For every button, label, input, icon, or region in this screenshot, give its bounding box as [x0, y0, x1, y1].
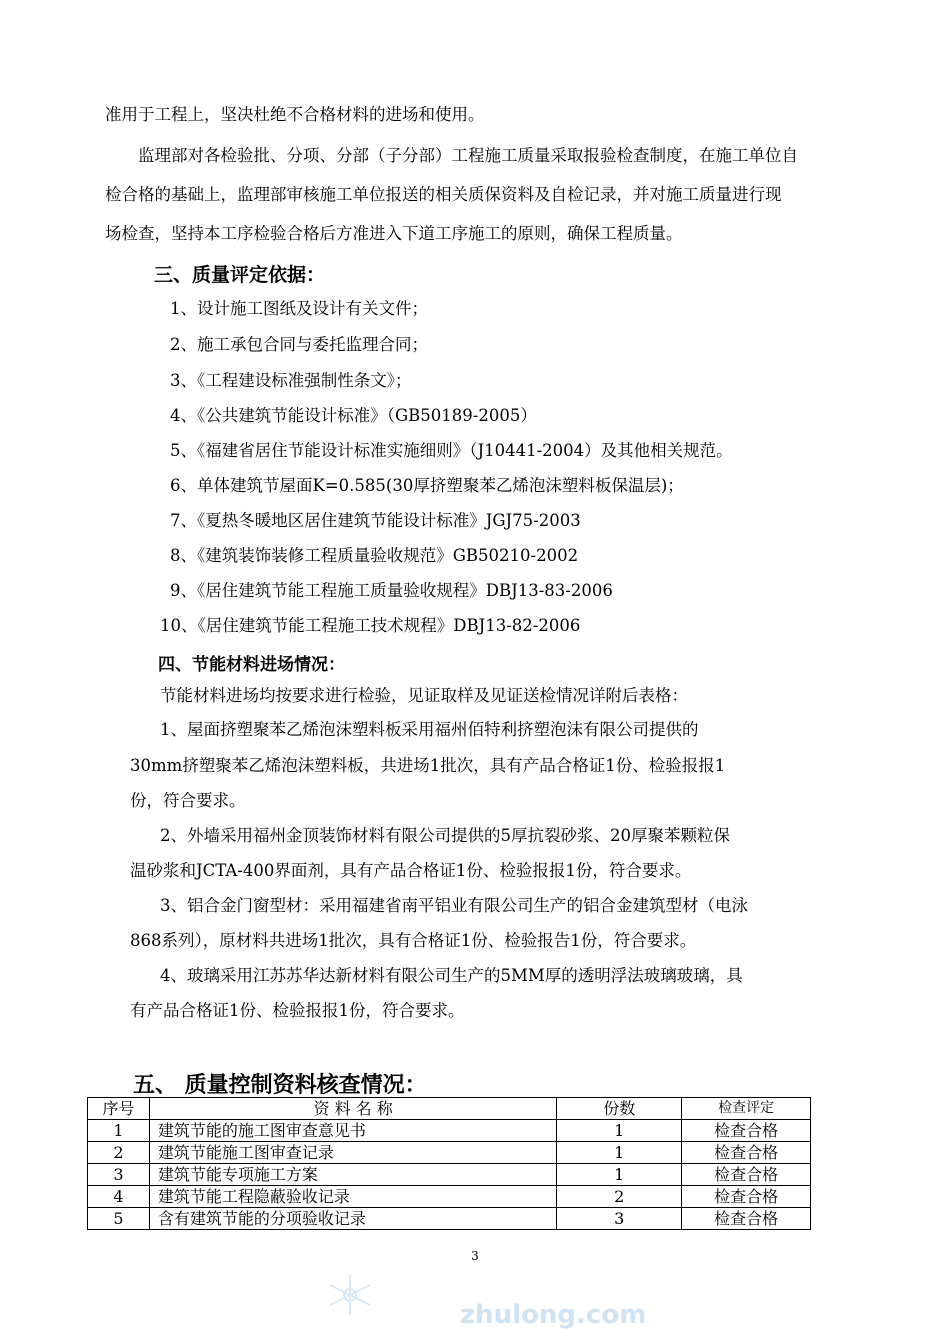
cell-name: 含有建筑节能的分项验收记录 — [149, 1208, 556, 1230]
basis-item: 5、《福建省居住节能设计标准实施细则》（J10441-2004）及其他相关规范。 — [170, 441, 733, 460]
header-count: 份数 — [557, 1098, 682, 1120]
basis-item: 8、《建筑装饰装修工程质量验收规范》GB50210-2002 — [170, 546, 579, 565]
header-no: 序号 — [88, 1098, 150, 1120]
cell-result: 检查合格 — [682, 1186, 811, 1208]
table-row — [88, 1186, 811, 1208]
basis-item: 1、设计施工图纸及设计有关文件； — [170, 299, 428, 318]
cell-result: 检查合格 — [682, 1164, 811, 1186]
cell-name: 建筑节能专项施工方案 — [149, 1164, 556, 1186]
material-p3-line: 868系列），原材料共进场1批次，具有合格证1份、检验报告1份，符合要求。 — [130, 931, 697, 950]
header-name: 资 料 名 称 — [149, 1098, 556, 1120]
material-p3-line: 3、铝合金门窗型材：采用福建省南平铝业有限公司生产的铝合金建筑型材（电泳 — [160, 896, 748, 915]
basis-item: 10、《居住建筑节能工程施工技术规程》DBJ13-82-2006 — [160, 616, 581, 635]
basis-item: 3、《工程建设标准强制性条文》； — [170, 371, 412, 390]
material-p4-line: 4、玻璃采用江苏苏华达新材料有限公司生产的5MM厚的透明浮法玻璃玻璃，具 — [160, 966, 743, 985]
cell-name: 建筑节能工程隐蔽验收记录 — [149, 1186, 556, 1208]
cell-count: 3 — [557, 1208, 682, 1230]
table-row — [88, 1164, 811, 1186]
basis-item: 2、施工承包合同与委托监理合同； — [170, 335, 428, 354]
section5-title: 五、 质量控制资料核查情况： — [133, 1072, 427, 1098]
basis-item: 7、《夏热冬暖地区居住建筑节能设计标准》JGJ75-2003 — [170, 511, 581, 530]
table-row — [88, 1120, 811, 1142]
header-result: 检查评定 — [682, 1098, 811, 1120]
section3-title: 三、质量评定依据： — [154, 264, 326, 286]
watermark-logo-icon — [320, 1270, 380, 1320]
basis-item: 6、单体建筑节屋面K=0.585(30厚挤塑聚苯乙烯泡沫塑料板保温层)； — [170, 476, 684, 495]
table-row — [88, 1208, 811, 1230]
material-p1-line: 1、屋面挤塑聚苯乙烯泡沫塑料板采用福州佰特利挤塑泡沫有限公司提供的 — [160, 720, 699, 739]
table-row — [88, 1142, 811, 1164]
material-p4-line: 有产品合格证1份、检验报报1份，符合要求。 — [130, 1001, 465, 1020]
cell-name: 建筑节能施工图审查记录 — [149, 1142, 556, 1164]
material-p1-line: 份，符合要求。 — [130, 791, 246, 810]
basis-item: 9、《居住建筑节能工程施工质量验收规程》DBJ13-83-2006 — [170, 581, 613, 600]
supervision-line-2: 检合格的基础上，监理部审核施工单位报送的相关质保资料及自检记录，并对施工质量进行现 — [105, 185, 782, 204]
paragraph-end: 准用于工程上，坚决杜绝不合格材料的进场和使用。 — [105, 105, 485, 124]
cell-no: 4 — [88, 1186, 150, 1208]
cell-count: 1 — [557, 1164, 682, 1186]
material-p2-line: 2、外墙采用福州金顶装饰材料有限公司提供的5厚抗裂砂浆、20厚聚苯颗粒保 — [160, 826, 730, 845]
basis-item: 4、《公共建筑节能设计标准》（GB50189-2005） — [170, 406, 537, 425]
watermark: zhulong.com — [460, 1300, 647, 1330]
material-p2-line: 温砂浆和JCTA-400界面剂，具有产品合格证1份、检验报报1份，符合要求。 — [130, 861, 692, 880]
supervision-line-3: 场检查，坚持本工序检验合格后方准进入下道工序施工的原则，确保工程质量。 — [105, 224, 683, 243]
section4-intro: 节能材料进场均按要求进行检验，见证取样及见证送检情况详附后表格： — [160, 686, 688, 705]
cell-no: 1 — [88, 1120, 150, 1142]
cell-result: 检查合格 — [682, 1120, 811, 1142]
cell-count: 2 — [557, 1186, 682, 1208]
material-p1-line: 30mm挤塑聚苯乙烯泡沫塑料板，共进场1批次，具有产品合格证1份、检验报报1 — [130, 756, 726, 775]
cell-name: 建筑节能的施工图审查意见书 — [149, 1120, 556, 1142]
quality-records-table — [87, 1097, 811, 1230]
cell-no: 3 — [88, 1164, 150, 1186]
cell-result: 检查合格 — [682, 1142, 811, 1164]
cell-no: 5 — [88, 1208, 150, 1230]
section4-title: 四、节能材料进场情况： — [158, 655, 345, 675]
table-header-row — [88, 1098, 811, 1120]
cell-result: 检查合格 — [682, 1208, 811, 1230]
cell-count: 1 — [557, 1120, 682, 1142]
cell-count: 1 — [557, 1142, 682, 1164]
supervision-line-1: 监理部对各检验批、分项、分部（子分部）工程施工质量采取报验检查制度，在施工单位自 — [138, 146, 798, 165]
page-number: 3 — [471, 1249, 479, 1263]
cell-no: 2 — [88, 1142, 150, 1164]
